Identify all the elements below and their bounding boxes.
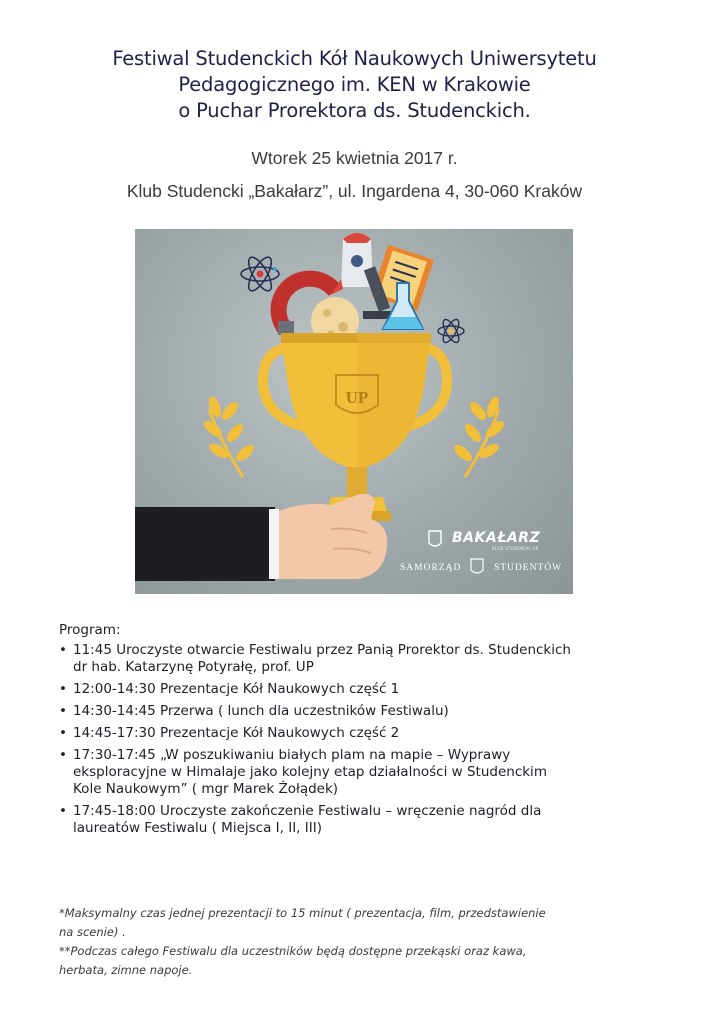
footnote-line: **Podczas całego Festiwalu dla uczestników będą dostępne przekąski oraz kawa,	[59, 944, 527, 958]
program-item-line: laureatów Festiwalu ( Miejsca I, II, III)	[73, 820, 322, 836]
footnotes	[59, 904, 655, 980]
bakalarz-logo-text: BAKAŁARZ	[452, 530, 541, 546]
trophy-icon	[263, 333, 447, 521]
svg-text:UP: UP	[345, 388, 369, 407]
program-item-line: eksploracyjne w Himalaje jako kolejny etap działalności w Studenckim	[73, 764, 547, 780]
atom-icon	[241, 254, 279, 294]
laurel-icon	[451, 395, 506, 477]
page-title	[40, 46, 669, 124]
program-item-line: • 14:30-14:45 Przerwa ( lunch dla uczestników Festiwalu)	[73, 703, 449, 719]
program-item-line: dr hab. Katarzynę Potyrałę, prof. UP	[73, 659, 314, 675]
program-item-line: • 17:45-18:00 Uroczyste zakończenie Festiwalu – wręczenie nagród dla	[73, 803, 542, 819]
poster-image	[135, 229, 573, 594]
title-line-2: Pedagogicznego im. KEN w Krakowie	[178, 73, 531, 96]
program-item-line: • 17:30-17:45 „W poszukiwaniu białych plam na mapie – Wyprawy	[73, 747, 511, 763]
footnote-line: herbata, zimne napoje.	[59, 963, 193, 977]
title-line-1: Festiwal Studenckich Kół Naukowych Uniwersytetu	[112, 47, 597, 70]
program-item-line: • 12:00-14:30 Prezentacje Kół Naukowych część 1	[73, 681, 400, 697]
program-item	[59, 703, 659, 720]
samorzad-text: SAMORZĄD	[400, 563, 462, 573]
bakalarz-tagline: KLUB STUDENCKI UP	[492, 546, 539, 551]
program-item	[59, 642, 659, 676]
footnote-line: *Maksymalny czas jednej prezentacji to 15 minut ( prezentacja, film, przedstawienie	[59, 906, 546, 920]
laurel-icon	[201, 395, 256, 477]
bakalarz-logo-icon	[429, 531, 441, 546]
program-heading: Program:	[59, 622, 121, 638]
program-item	[59, 725, 659, 742]
atom-icon	[438, 317, 464, 345]
footnote-line: na scenie) .	[59, 925, 126, 939]
program-item	[59, 747, 659, 798]
program-item-line: • 11:45 Uroczyste otwarcie Festiwalu przez Panią Prorektor ds. Studenckich	[73, 642, 571, 658]
event-venue: Klub Studencki „Bakałarz”, ul. Ingardena 4, 30-060 Kraków	[126, 181, 583, 201]
title-line-3: o Puchar Prorektora ds. Studenckich.	[178, 99, 531, 122]
event-date: Wtorek 25 kwietnia 2017 r.	[251, 148, 458, 168]
program-item	[59, 803, 659, 837]
program-item-line: Kole Naukowym” ( mgr Marek Żołądek)	[73, 781, 339, 797]
program-list	[59, 642, 659, 842]
studentow-text: STUDENTÓW	[494, 563, 563, 573]
program-item	[59, 681, 659, 698]
hand-icon	[135, 494, 387, 581]
samorzad-logo-icon	[471, 559, 483, 573]
program-item-line: • 14:45-17:30 Prezentacje Kół Naukowych część 2	[73, 725, 400, 741]
